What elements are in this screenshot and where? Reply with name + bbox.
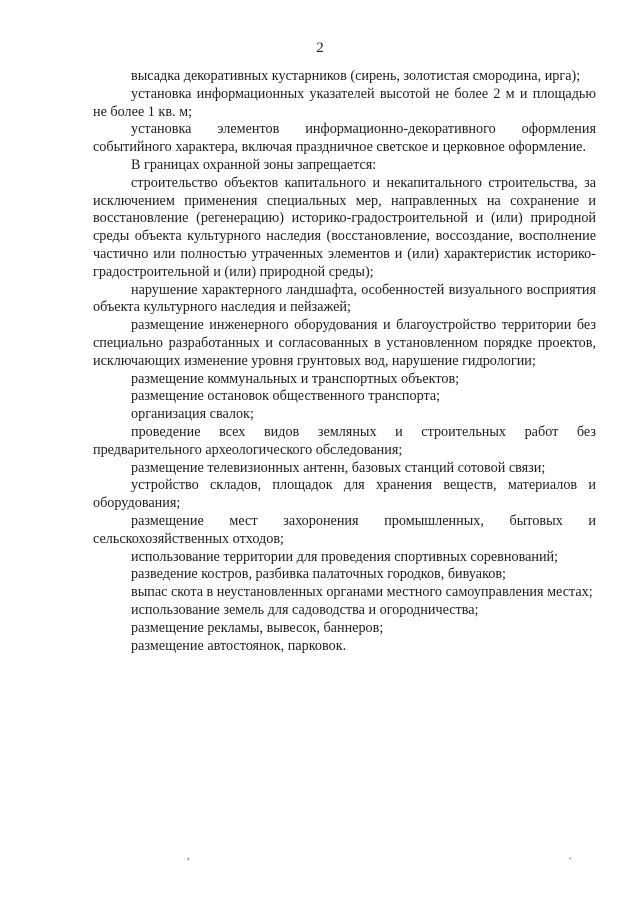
paragraph-earthworks: проведение всех видов земляных и строительных работ без предварительного археологического обследования;: [93, 423, 596, 458]
paragraph-antennas: размещение телевизионных антенн, базовых станций сотовой связи;: [131, 459, 546, 476]
paragraph-bus-stops: размещение остановок общественного транспорта;: [131, 388, 441, 405]
paragraph-grazing: выпас скота в неустановленных органами местного самоуправления местах;: [131, 584, 593, 601]
paragraph-parking: размещение автостоянок, парковок.: [131, 637, 347, 654]
paragraph-sports: использование территории для проведения спортивных соревнований;: [131, 548, 559, 565]
paragraph-construction: строительство объектов капитального и некапитального строительства, за исключением применения специальных мер, направленных на сохранение и восстановление (регенерацию) историко-градостроительной и (или) природной среды объекта культурного наследия (восстановление, воссоздание, восполнение частично или полностью утраченных элементов и (или) характеристик историко-градостроительной и (или) природной среды);: [93, 174, 596, 280]
paragraph-dumps: организация свалок;: [131, 406, 254, 423]
paragraph-advertising: размещение рекламы, вывесок, баннеров;: [131, 619, 384, 636]
paragraph-utilities: размещение коммунальных и транспортных объектов;: [131, 370, 460, 387]
paragraph-landscape: нарушение характерного ландшафта, особенностей визуального восприятия объекта культурного наследия и пейзажей;: [93, 281, 596, 316]
scan-dot-left: ,: [187, 851, 190, 862]
paragraph-warehouses: устройство складов, площадок для хранения веществ, материалов и оборудования;: [93, 477, 596, 512]
paragraph-campfires: разведение костров, разбивка палаточных городков, бивуаков;: [131, 566, 506, 583]
paragraph-shrubs: высадка декоративных кустарников (сирень, золотистая смородина, ирга);: [131, 68, 581, 84]
paragraph-gardening: использование земель для садоводства и огородничества;: [131, 601, 479, 618]
page-number: 2: [316, 40, 324, 56]
paragraph-signs: установка информационных указателей высотой не более 2 м и площадью не более 1 кв. м;: [93, 85, 596, 120]
scan-dot-right: .: [569, 851, 572, 862]
paragraph-prohibitions-heading: В границах охранной зоны запрещается:: [131, 156, 377, 173]
paragraph-decor: установка элементов информационно-декоративного оформления событийного характера, включая праздничное светское и церковное оформление.: [93, 121, 596, 156]
paragraph-waste-burial: размещение мест захоронения промышленных, бытовых и сельскохозяйственных отходов;: [93, 512, 596, 547]
document-body: [93, 68, 596, 655]
paragraph-engineering: размещение инженерного оборудования и благоустройство территории без специально разработанных и согласованных в установленном порядке проектов, исключающих изменение уровня грунтовых вод, нарушение гидрологии;: [93, 317, 596, 369]
